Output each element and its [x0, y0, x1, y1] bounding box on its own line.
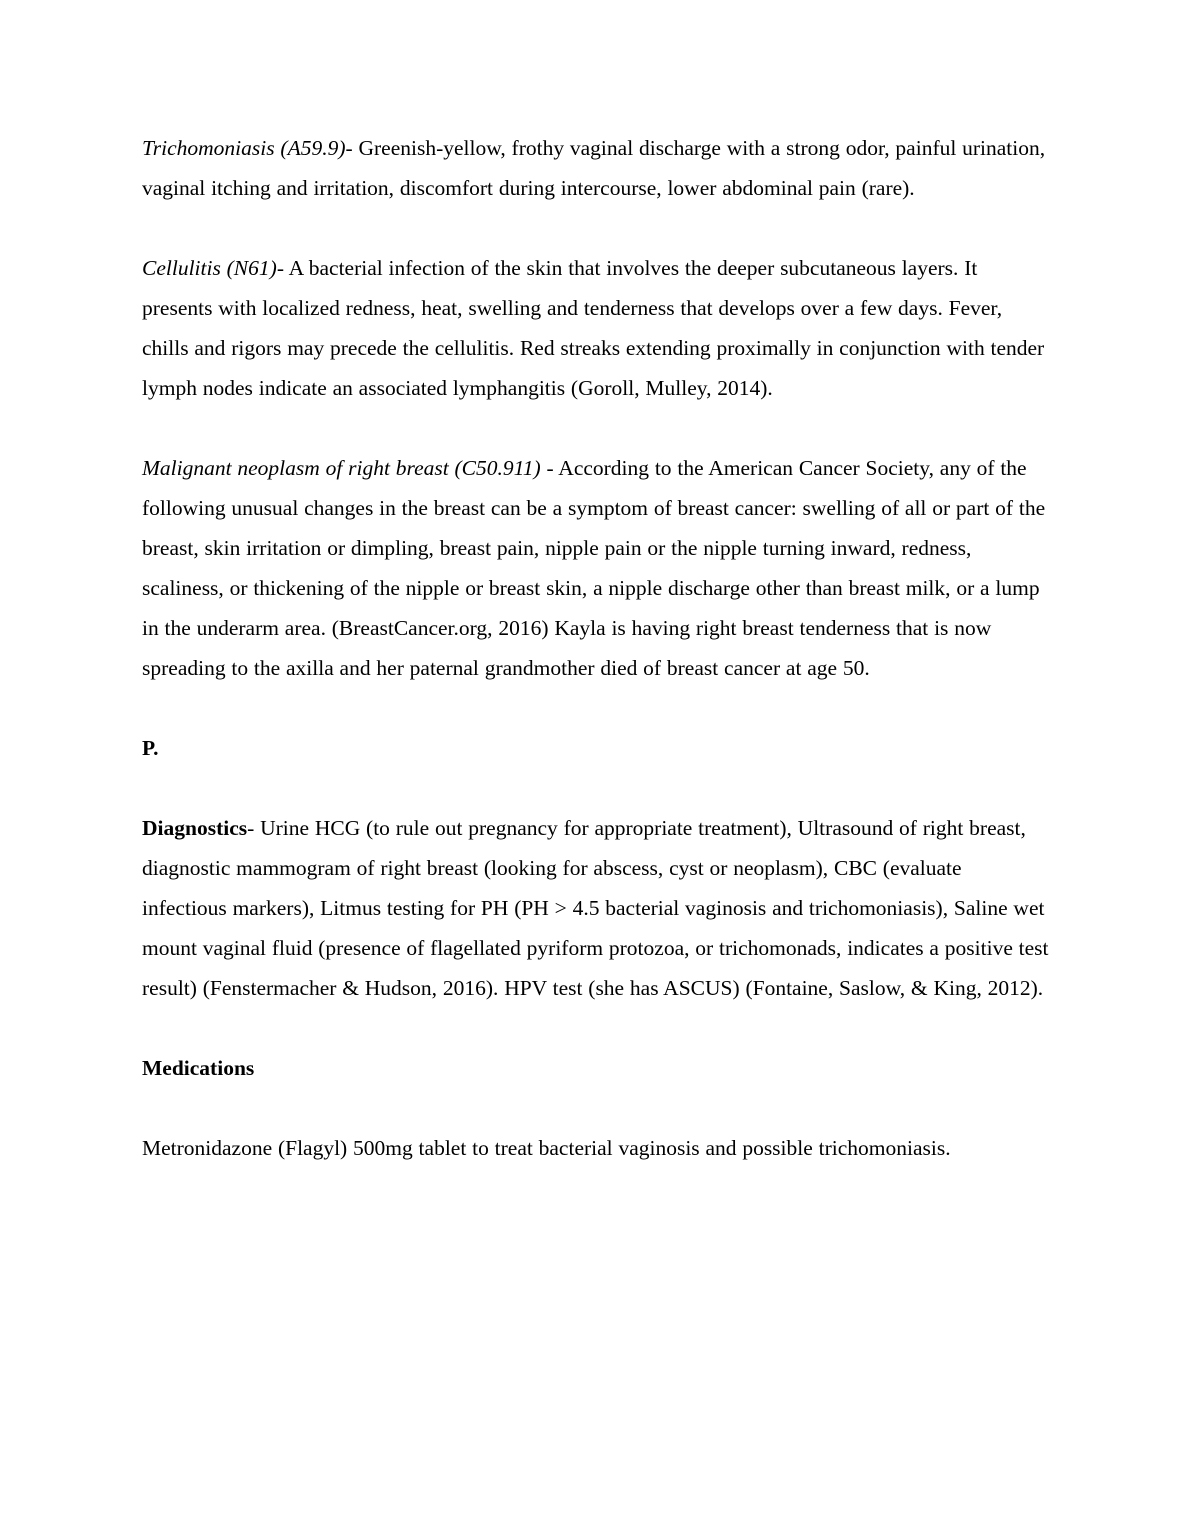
paragraph-malignant-neoplasm [142, 448, 1050, 688]
paragraph-body: Metronidazone (Flagyl) 500mg tablet to treat bacterial vaginosis and possible trichomoniasis. [142, 1136, 951, 1160]
paragraph-body: - Urine HCG (to rule out pregnancy for appropriate treatment), Ultrasound of right breast, diagnostic mammogram of right breast (looking for abscess, cyst or neoplasm), CBC (evaluate infectious markers), Litmus testing for PH (PH > 4.5 bacterial vaginosis and trichomoniasis), Saline wet mount vaginal fluid (presence of flagellated pyriform protozoa, or trichomonads, indicates a positive test result) (Fenstermacher & Hudson, 2016). HPV test (she has ASCUS) (Fontaine, Saslow, & King, 2012). [142, 816, 1049, 1000]
paragraph-body: - Greenish-yellow, frothy vaginal discharge with a strong odor, painful urination, vaginal itching and irritation, discomfort during intercourse, lower abdominal pain (rare). [142, 136, 1046, 200]
diagnostics-lead: Diagnostics [142, 816, 248, 840]
diagnosis-lead-trichomoniasis: Trichomoniasis (A59.9) [142, 136, 346, 160]
diagnosis-lead-cellulitis: Cellulitis (N61) [142, 256, 277, 280]
paragraph-trichomoniasis [142, 128, 1050, 208]
paragraph-body: - According to the American Cancer Society, any of the following unusual changes in the breast can be a symptom of breast cancer: swelling of all or part of the breast, skin irritation or dimpling, breast pain, nipple pain or the nipple turning inward, redness, scaliness, or thickening of the nipple or breast skin, a nipple discharge other than breast milk, or a lump in the underarm area. (BreastCancer.org, 2016) Kayla is having right breast tenderness that is now spreading to the axilla and her paternal grandmother died of breast cancer at age 50. [142, 456, 1046, 680]
heading-medications [142, 1048, 1050, 1088]
paragraph-diagnostics [142, 808, 1050, 1008]
paragraph-body: - A bacterial infection of the skin that involves the deeper subcutaneous layers. It presents with localized redness, heat, swelling and tenderness that develops over a few days. Fever, chills and rigors may precede the cellulitis. Red streaks extending proximally in conjunction with tender lymph nodes indicate an associated lymphangitis (Goroll, Mulley, 2014). [142, 256, 1045, 400]
heading-plan [142, 728, 1050, 768]
paragraph-medication-metronidazone [142, 1128, 1050, 1168]
diagnosis-lead-malignant-neoplasm: Malignant neoplasm of right breast (C50.911) [142, 456, 541, 480]
paragraph-cellulitis [142, 248, 1050, 408]
heading-plan-label: P. [142, 736, 159, 760]
heading-medications-label: Medications [142, 1056, 255, 1080]
